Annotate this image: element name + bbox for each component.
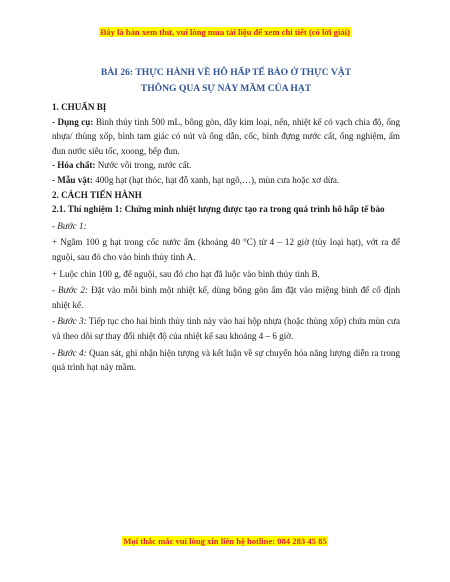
experiment-1-heading: 2.1. Thí nghiệm 1: Chứng minh nhiệt lượng được tạo ra trong quá trình hô hấp tế bào: [52, 204, 385, 215]
samples-label: - Mẫu vật:: [52, 174, 93, 185]
hotline-banner: [0, 536, 450, 546]
document-body: [52, 65, 400, 375]
step-3-text: Tiếp tục cho hai bình thủy tinh này vào hai hộp nhựa (hoặc thùng xốp) chứa mùn cưa và theo dõi sự thay đổi nhiệt độ của nhiệt kế sau khoảng 4 – 6 giờ.: [52, 316, 400, 341]
chemicals-label: - Hóa chất:: [52, 160, 96, 171]
step-3-paragraph: [52, 314, 400, 343]
step-1-item-a: + Ngâm 100 g hạt trong cốc nước ấm (khoảng 40 °C) từ 4 – 12 giờ (tùy loại hạt), vớt ra để nguội, sau đó cho vào bình thủy tinh A.: [52, 237, 400, 262]
hotline-banner-text: Mọi thắc mắc vui lòng xin liên hệ hotline: 084 283 45 85: [123, 536, 327, 546]
tools-text: Bình thủy tinh 500 mL, bông gòn, dây kim loại, nến, nhiệt kế có vạch chia độ, ống nhựa/ thùng xốp, bình tam giác có nút và ống dẫn, cốc, bình đựng nước cất, ống nghiệm, ấm đun nước siêu tốc, xoong, bếp đun.: [52, 116, 400, 156]
step-4-text: Quan sát, ghi nhận hiện tượng và kết luận về sự chuyển hóa năng lượng diễn ra trong quá trình hạt nảy mầm.: [52, 347, 400, 373]
step-1-label: - Bước 1:: [52, 220, 87, 231]
samples-paragraph: [52, 173, 400, 188]
document-title: [52, 65, 400, 97]
tools-paragraph: [52, 115, 400, 159]
step-4-paragraph: [52, 346, 400, 375]
tools-label: - Dụng cụ:: [52, 116, 94, 127]
samples-text: 400g hạt (hạt thóc, hạt đỗ xanh, hạt ngô,…), mùn cưa hoặc xơ dừa.: [92, 174, 340, 185]
step-3-label: - Bước 3:: [52, 316, 87, 327]
step-2-label: - Bước 2:: [52, 285, 89, 296]
step-4-label: - Bước 4:: [52, 347, 87, 358]
preview-banner: [0, 27, 450, 37]
chemicals-text: Nước vôi trong, nước cất.: [95, 160, 192, 171]
title-line-1: BÀI 26: THỰC HÀNH VỀ HÔ HẤP TẾ BÀO Ở THỰC VẬT: [100, 67, 352, 78]
section-2-heading: 2. CÁCH TIẾN HÀNH: [52, 189, 142, 200]
section-1-heading: 1. CHUẨN BỊ: [52, 102, 107, 112]
step-1-item-b: + Luộc chín 100 g, để nguội, sau đó cho hạt đã luộc vào bình thủy tinh B.: [52, 268, 320, 279]
step-2-text: Đặt vào mỗi bình một nhiệt kế, dùng bông gòn ẩm đặt vào miệng bình để cố định nhiệt kế.: [52, 285, 400, 310]
title-line-2: THÔNG QUA SỰ NẢY MẦM CỦA HẠT: [140, 83, 312, 94]
step-2-paragraph: [52, 283, 400, 312]
chemicals-paragraph: [52, 158, 400, 173]
preview-banner-text: Đây là bản xem thử, vui lòng mua tài liệu để xem chi tiết (có lời giải): [100, 27, 350, 37]
